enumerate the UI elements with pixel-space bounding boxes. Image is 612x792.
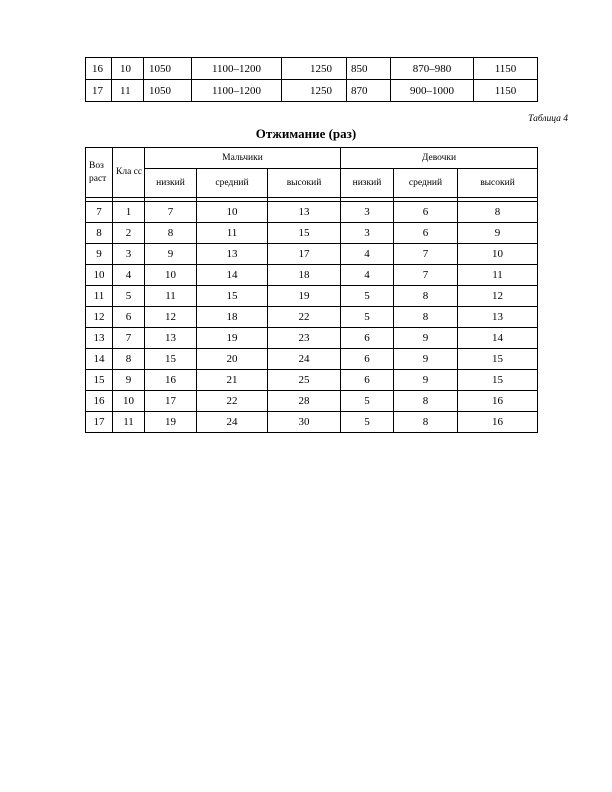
table-row (86, 202, 538, 223)
grade-header-label: Кла сс (116, 167, 143, 177)
table-cell: 7 (394, 244, 458, 265)
table-cell: 1100–1200 (192, 58, 282, 80)
table-cell: 850 (347, 58, 391, 80)
table-cell: 17 (86, 412, 113, 433)
table-cell: 5 (113, 286, 145, 307)
table-cell: 1150 (474, 80, 538, 102)
boys-level-high: высокий (268, 169, 341, 198)
table-row (86, 307, 538, 328)
table-cell: 6 (394, 223, 458, 244)
table-cell: 11 (86, 286, 113, 307)
table-cell: 18 (197, 307, 268, 328)
table-cell: 25 (268, 370, 341, 391)
table-cell: 17 (86, 80, 112, 102)
boys-header: Мальчики (145, 148, 341, 169)
table-cell: 22 (197, 391, 268, 412)
table-cell: 17 (145, 391, 197, 412)
table-cell: 8 (394, 412, 458, 433)
table-cell: 11 (458, 265, 538, 286)
table-row (86, 328, 538, 349)
continued-table-body (86, 58, 538, 102)
table-cell: 24 (268, 349, 341, 370)
table-cell: 22 (268, 307, 341, 328)
table-cell: 16 (86, 58, 112, 80)
table-cell: 28 (268, 391, 341, 412)
table-row (86, 349, 538, 370)
pushups-table (85, 147, 538, 433)
table-row (86, 58, 538, 80)
table-cell: 14 (86, 349, 113, 370)
boys-level-mid: средний (197, 169, 268, 198)
table-row (86, 412, 538, 433)
table-cell: 4 (341, 244, 394, 265)
boys-level-low: низкий (145, 169, 197, 198)
table-cell: 6 (394, 202, 458, 223)
table-cell: 15 (268, 223, 341, 244)
table-row (86, 223, 538, 244)
continued-table (85, 57, 538, 102)
table-cell: 24 (197, 412, 268, 433)
table-cell: 11 (145, 286, 197, 307)
table-cell: 3 (341, 223, 394, 244)
table-cell: 10 (458, 244, 538, 265)
table-cell: 8 (458, 202, 538, 223)
table-cell: 15 (458, 349, 538, 370)
grade-header (113, 148, 145, 198)
table-cell: 13 (458, 307, 538, 328)
table-cell: 8 (113, 349, 145, 370)
table-cell: 13 (197, 244, 268, 265)
table-cell: 1150 (474, 58, 538, 80)
table-title: Отжимание (раз) (255, 126, 357, 141)
table-row (86, 370, 538, 391)
table-cell: 16 (458, 412, 538, 433)
table-cell: 6 (341, 328, 394, 349)
table-cell: 870 (347, 80, 391, 102)
table-row (86, 391, 538, 412)
table-cell: 6 (113, 307, 145, 328)
girls-level-low: низкий (341, 169, 394, 198)
table-cell: 16 (86, 391, 113, 412)
girls-level-high: высокий (458, 169, 538, 198)
table-cell: 9 (145, 244, 197, 265)
table-cell: 7 (145, 202, 197, 223)
table-cell: 12 (86, 307, 113, 328)
table-cell: 4 (341, 265, 394, 286)
table-cell: 19 (197, 328, 268, 349)
table-cell: 1050 (144, 58, 192, 80)
table-cell: 900–1000 (391, 80, 474, 102)
table-cell: 9 (394, 328, 458, 349)
table-cell: 19 (145, 412, 197, 433)
table-cell: 1 (113, 202, 145, 223)
girls-level-mid: средний (394, 169, 458, 198)
table-cell: 19 (268, 286, 341, 307)
table-cell: 10 (112, 58, 144, 80)
table-cell: 1250 (282, 80, 347, 102)
table-cell: 15 (458, 370, 538, 391)
table-cell: 13 (145, 328, 197, 349)
table-cell: 21 (197, 370, 268, 391)
table-cell: 11 (197, 223, 268, 244)
table-cell: 23 (268, 328, 341, 349)
table-cell: 17 (268, 244, 341, 265)
table-cell: 10 (145, 265, 197, 286)
table-cell: 1050 (144, 80, 192, 102)
table-cell: 15 (86, 370, 113, 391)
table-cell: 11 (113, 412, 145, 433)
table-cell: 9 (86, 244, 113, 265)
table-cell: 10 (113, 391, 145, 412)
table-cell: 9 (113, 370, 145, 391)
table-cell: 15 (197, 286, 268, 307)
table-cell: 11 (112, 80, 144, 102)
table-cell: 3 (113, 244, 145, 265)
table-cell: 13 (268, 202, 341, 223)
table-cell: 2 (113, 223, 145, 244)
table-number-label: Таблица 4 (528, 114, 568, 124)
table-cell: 16 (145, 370, 197, 391)
table-cell: 16 (458, 391, 538, 412)
table-cell: 30 (268, 412, 341, 433)
table-cell: 6 (341, 370, 394, 391)
table-cell: 15 (145, 349, 197, 370)
table-cell: 8 (86, 223, 113, 244)
age-header-label: Воз раст (89, 160, 107, 184)
table-cell: 6 (341, 349, 394, 370)
table-cell: 14 (197, 265, 268, 286)
table-cell: 8 (394, 286, 458, 307)
table-cell: 7 (113, 328, 145, 349)
table-cell: 13 (86, 328, 113, 349)
pushups-table-body (86, 198, 538, 433)
table-row (86, 80, 538, 102)
table-cell: 4 (113, 265, 145, 286)
girls-header: Девочки (341, 148, 538, 169)
table-cell: 5 (341, 412, 394, 433)
table-cell: 5 (341, 286, 394, 307)
table-cell: 12 (458, 286, 538, 307)
table-cell: 1100–1200 (192, 80, 282, 102)
table-cell: 9 (394, 370, 458, 391)
table-cell: 5 (341, 391, 394, 412)
table-cell: 18 (268, 265, 341, 286)
table-cell: 14 (458, 328, 538, 349)
table-cell: 7 (86, 202, 113, 223)
table-cell: 8 (145, 223, 197, 244)
table-cell: 1250 (282, 58, 347, 80)
table-row (86, 244, 538, 265)
table-cell: 9 (458, 223, 538, 244)
table-cell: 10 (197, 202, 268, 223)
table-row (86, 265, 538, 286)
age-header (86, 148, 113, 198)
table-row (86, 286, 538, 307)
table-cell: 7 (394, 265, 458, 286)
table-cell: 5 (341, 307, 394, 328)
table-cell: 10 (86, 265, 113, 286)
table-cell: 12 (145, 307, 197, 328)
table-cell: 20 (197, 349, 268, 370)
table-cell: 870–980 (391, 58, 474, 80)
table-cell: 3 (341, 202, 394, 223)
table-cell: 8 (394, 391, 458, 412)
table-cell: 8 (394, 307, 458, 328)
table-cell: 9 (394, 349, 458, 370)
